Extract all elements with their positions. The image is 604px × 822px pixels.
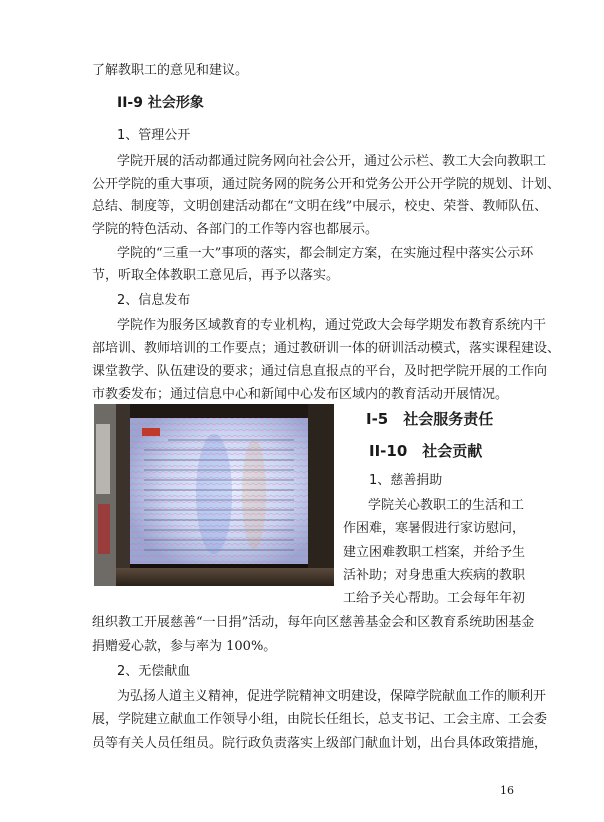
- paragraph-line: 部培训、教师培训的工作要点；通过教研训一体的研训活动模式，落实课程建设、: [92, 341, 561, 356]
- paragraph-line: 作困难，寒暑假进行家访慰问，: [343, 521, 526, 536]
- paragraph-line: 活补助；对身患重大疾病的教职: [343, 568, 526, 583]
- paragraph-line: 学院的“三重一大”事项的落实，都会制定方案，在实施过程中落实公示环: [117, 246, 534, 261]
- subheading-blood-donation: 2、无偿献血: [117, 664, 191, 679]
- paragraph-line: 为弘扬人道主义精神，促进学院精神文明建设，保障学院献血工作的顺利开: [117, 689, 547, 704]
- paragraph-line: 市教委发布；通过信息中心和新闻中心发布区域内的教育活动开展情况。: [92, 387, 509, 402]
- paragraph-line: 总结、制度等，文明创建活动都在“文明在线”中展示，校史、荣誉、教师队伍、: [92, 199, 548, 214]
- paragraph-line: 学院作为服务区域教育的专业机构，通过党政大会每学期发布教育系统内干: [117, 318, 547, 333]
- subheading-charity-donation: 1、慈善捐助: [369, 473, 443, 488]
- paragraph-line: 捐赠爱心款，参与率为 100%。: [92, 639, 277, 654]
- paragraph-line: 学院开展的活动都通过院务网向社会公开，通过公示栏、教工大会向教职工: [117, 154, 547, 169]
- paragraph-line: 节，听取全体教职工意见后，再予以落实。: [92, 268, 340, 283]
- section-heading-ii10: II-10 社会贡献: [369, 442, 483, 460]
- paragraph-line: 课堂教学、队伍建设的要求；通过信息直报点的平台，及时把学院开展的工作向: [92, 364, 548, 379]
- part-heading-i5: I-5 社会服务责任: [366, 410, 494, 428]
- led-screen-illustration: [94, 404, 334, 586]
- paragraph-line: 展，学院建立献血工作领导小组，由院长任组长，总支书记、工会主席、工会委: [92, 712, 548, 727]
- paragraph-line: 建立困难教职工档案，并给予生: [343, 545, 526, 560]
- page-number: 16: [500, 784, 514, 797]
- subheading-info-release: 2、信息发布: [117, 293, 191, 308]
- paragraph-line: 公开学院的重大事项，通过院务网的院务公开和党务公开公开学院的规划、计划、: [92, 177, 561, 192]
- paragraph-line: 学院关心教职工的生活和工: [368, 498, 525, 513]
- paragraph-line: 学院的特色活动、各部门的工作等内容也都展示。: [92, 222, 379, 237]
- intro-tail: 了解教职工的意见和建议。: [92, 63, 249, 78]
- subheading-management-open: 1、管理公开: [117, 128, 191, 143]
- section-heading-ii9: II-9 社会形象: [117, 95, 204, 111]
- led-screen-photo: [94, 404, 334, 586]
- paragraph-line: 组织教工开展慈善“一日捐”活动，每年向区慈善基金会和区教育系统助困基金: [92, 615, 535, 630]
- paragraph-line: 工给予关心帮助。工会每年年初: [343, 591, 526, 606]
- paragraph-line: 员等有关人员任组员。院行政负责落实上级部门献血计划，出台具体政策措施，: [92, 736, 548, 751]
